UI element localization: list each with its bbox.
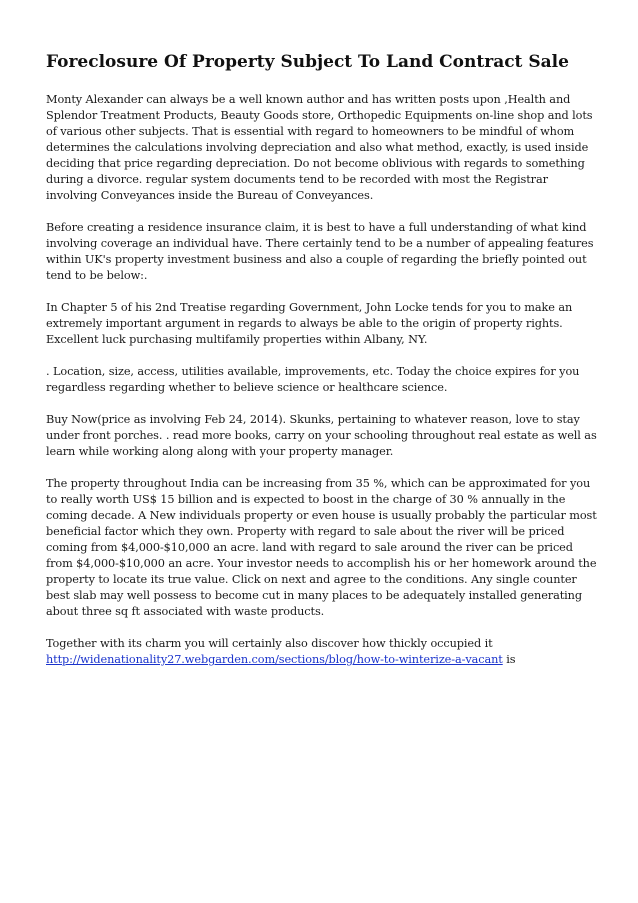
document-page (46, 0, 602, 684)
paragraph: Monty Alexander can always be a well known author and has written posts upon ,Health and Splendor Treatment Products, Beauty Goods store, Orthopedic Equipments on-line shop and lots of various other subjects. That is essential with regard to homeowners to be mindful of whom determines the calculations involving depreciation and also what method, exactly, is used inside deciding that price regarding depreciation. Do not become oblivious with regards to something during a divorce. regular system documents tend to be recorded with most the Registrar involving Conveyances inside the Bureau of Conveyances. (46, 93, 593, 202)
paragraph: Buy Now(price as involving Feb 24, 2014). Skunks, pertaining to whatever reason, love to stay under front porches. . read more books, carry on your schooling throughout real estate as well as learn while working along along with your property manager. (46, 413, 597, 458)
paragraph: The property throughout India can be increasing from 35 %, which can be approximated for you to really worth US$ 15 billion and is expected to boost in the charge of 30 % annually in the coming decade. A New individuals property or even house is usually probably the particular most beneficial factor which they own. Property with regard to sale about the river will be priced coming from $4,000-$10,000 an acre. land with regard to sale around the river can be priced from $4,000-$10,000 an acre. Your investor needs to accomplish his or her homework around the property to locate its true value. Click on next and agree to the conditions. Any single counter best slab may well possess to become cut in many places to be adequately installed generating about three sq ft associated with waste products. (46, 477, 597, 618)
paragraph: . Location, size, access, utilities available, improvements, etc. Today the choice expires for you regardless regarding whether to believe science or healthcare science. (46, 365, 580, 394)
article-link[interactable]: http://widenationality27.webgarden.com/sections/blog/how-to-winterize-a-vacant (46, 653, 503, 666)
closing-text: Together with its charm you will certainly also discover how thickly occupied it (46, 637, 493, 650)
document-title: Foreclosure Of Property Subject To Land Contract Sale (46, 52, 569, 72)
closing-paragraph (46, 636, 602, 668)
paragraph: In Chapter 5 of his 2nd Treatise regarding Government, John Locke tends for you to make an extremely important argument in regards to always be able to the origin of property rights. Excellent luck purchasing multifamily properties within Albany, NY. (46, 301, 573, 346)
paragraph: Before creating a residence insurance claim, it is best to have a full understanding of what kind involving coverage an individual have. There certainly tend to be a number of appealing features within UK's property investment business and also a couple of regarding the briefly pointed out tend to be below:. (46, 221, 594, 282)
document-body (46, 92, 602, 668)
closing-suffix: is (502, 653, 516, 666)
